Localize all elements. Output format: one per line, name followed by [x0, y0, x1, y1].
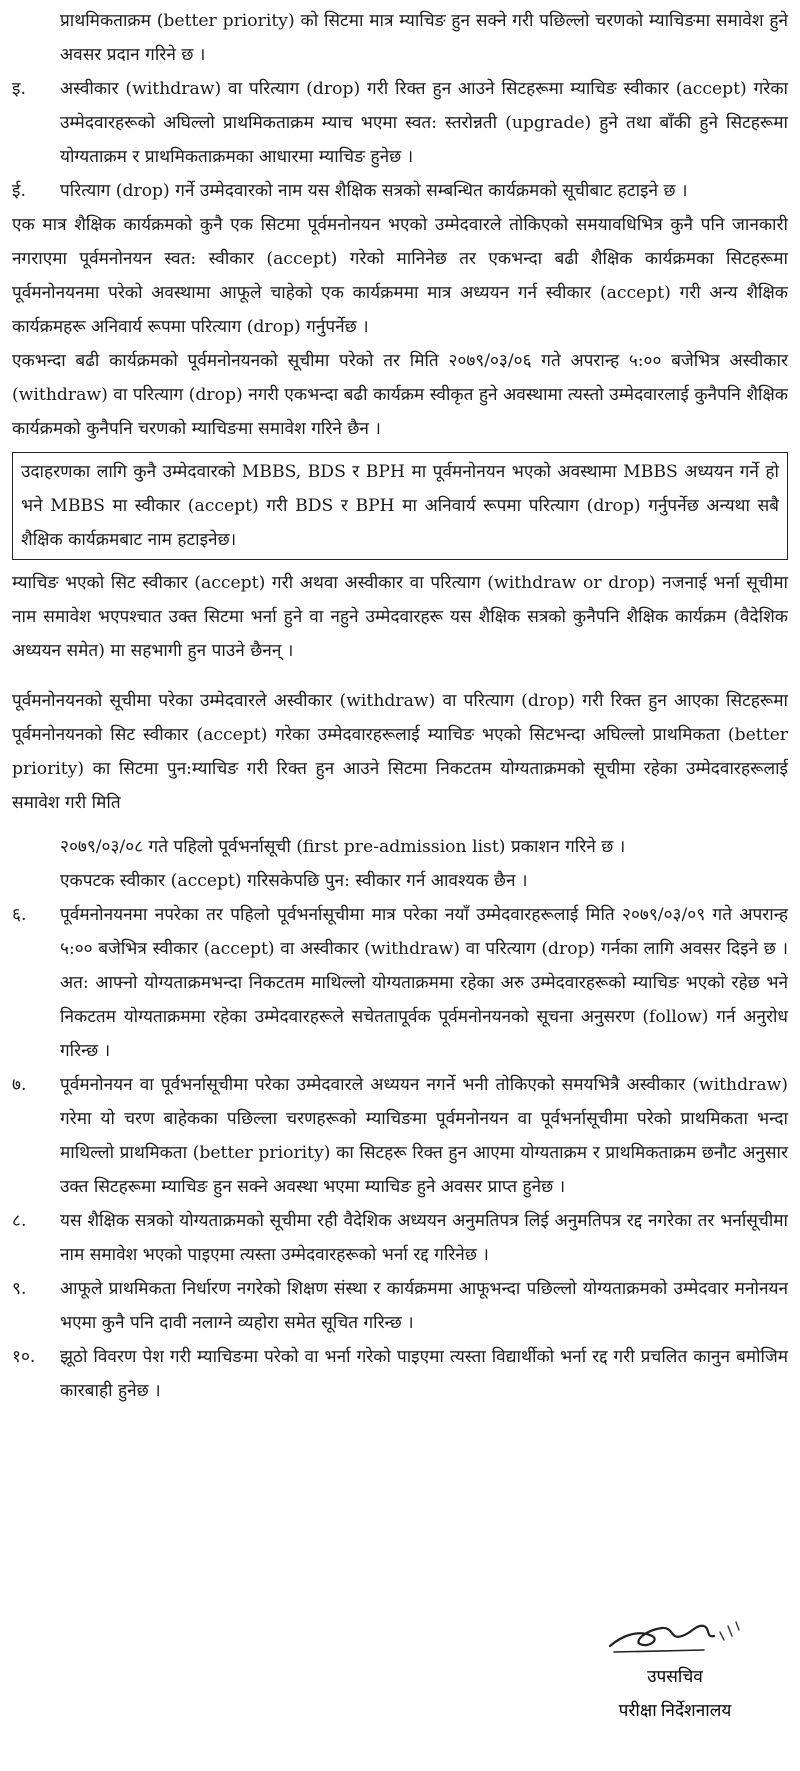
item-marker: ९.	[12, 1279, 27, 1299]
item-marker: १०.	[12, 1347, 36, 1367]
item-marker: ८.	[12, 1211, 27, 1231]
sub-item-i	[12, 72, 788, 174]
item-marker: इ.	[12, 79, 26, 99]
paragraph-rematch: पूर्वमनोनयनको सूचीमा परेका उम्मेदवारले अस्वीकार (withdraw) वा परित्याग (drop) गरी रिक्त हुन आएका सिटहरूमा पूर्वमनोनयनको सिट स्वीकार (accept) गरेका उम्मेदवारहरूलाई म्याचिङ भएको सिटभन्दा अघिल्लो प्राथमिकता (better priority) का सिटमा पुन:म्याचिङ गरी रिक्त हुन आउने सिटमा निकटतम योग्यताक्रमको सूचीमा रहेका उम्मेदवारहरूलाई समावेश गरी मिति	[12, 691, 788, 813]
numbered-item-9	[12, 1272, 788, 1340]
item-marker: ६.	[12, 905, 27, 925]
signature-block	[590, 1612, 760, 1728]
example-box	[12, 452, 788, 560]
item-text: पूर्वमनोनयन वा पूर्वभर्नासूचीमा परेका उम्मेदवारले अध्ययन नगर्ने भनी तोकिएको समयभित्रै अस्वीकार (withdraw) गरेमा यो चरण बाहेकका पछिल्ला चरणहरूको म्याचिङमा पूर्वमनोनयन वा पूर्वभर्नासूचीमा परेको प्राथमिकता भन्दा माथिल्लो प्राथमिकता (better priority) का सिटहरू रिक्त हुन आएमा योग्यताक्रम र प्राथमिकताक्रम छनौट अनुसार उक्त सिटहरूमा म्याचिङ हुन सक्ने अवस्था भएमा म्याचिङ हुने अवसर प्राप्त हुनेछ ।	[60, 1075, 788, 1197]
sub-item-ii	[12, 174, 788, 208]
signatory-title: उपसचिव	[647, 1667, 703, 1686]
signatory-office: परीक्षा निर्देशनालय	[618, 1701, 732, 1720]
signature-scribble-icon	[600, 1612, 750, 1660]
continuation-text: प्राथमिकताक्रम (better priority) को सिटमा मात्र म्याचिङ हुन सक्ने गरी पछिल्लो चरणको म्याचिङमा समावेश हुने अवसर प्रदान गरिने छ ।	[60, 11, 788, 65]
paragraph-single-program: एक मात्र शैक्षिक कार्यक्रमको कुनै एक सिटमा पूर्वमनोनयन भएको उम्मेदवारले तोकिएको समयावधिभित्र कुनै पनि जानकारी नगराएमा पूर्वमनोनयन स्वत: स्वीकार (accept) गरेको मानिनेछ तर एकभन्दा बढी शैक्षिक कार्यक्रमका सिटहरूमा पूर्वमनोनयनमा परेको अवस्थामा आफूले चाहेको एक कार्यक्रममा मात्र अध्ययन गर्न स्वीकार (accept) गरी अन्य शैक्षिक कार्यक्रमहरू अनिवार्य रूपमा परित्याग (drop) गर्नुपर्नेछ ।	[12, 215, 788, 337]
item-text: पूर्वमनोनयनमा नपरेका तर पहिलो पूर्वभर्नासूचीमा मात्र परेका नयाँ उम्मेदवारहरूलाई मिति २०७९/०३/०९ गते अपरान्ह ५:०० बजेभित्र स्वीकार (accept) वा अस्वीकार (withdraw) वा परित्याग (drop) गर्नका लागि अवसर दिइने छ । अत: आफ्नो योग्यताक्रमभन्दा निकटतम माथिल्लो योग्यताक्रममा रहेका अरु उम्मेदवारहरूको म्याचिङ भएको रहेछ भने निकटतम योग्यताक्रममा रहेका उम्मेदवारहरूले सचेततापूर्वक पूर्वमनोनयनको सूचना अनुसरण (follow) गर्न अनुरोध गरिन्छ ।	[60, 905, 788, 1061]
item-marker: ई.	[12, 181, 26, 201]
item-text: यस शैक्षिक सत्रको योग्यताक्रमको सूचीमा रही वैदेशिक अध्ययन अनुमतिपत्र लिई अनुमतिपत्र रद्द नगरेका तर भर्नासूचीमा नाम समावेश भएको पाइएमा त्यस्ता उम्मेदवारहरूको भर्ना रद्द गरिनेछ ।	[60, 1211, 788, 1265]
item-marker: ७.	[12, 1075, 27, 1095]
paragraph-multiple-programs: एकभन्दा बढी कार्यक्रमको पूर्वमनोनयनको सूचीमा परेको तर मिति २०७९/०३/०६ गते अपरान्ह ५:०० बजेभित्र अस्वीकार (withdraw) वा परित्याग (drop) नगरी एकभन्दा बढी कार्यक्रम स्वीकृत हुने अवस्थामा त्यस्तो उम्मेदवारलाई कुनैपनि शैक्षिक कार्यक्रमको कुनैपनि चरणको म्याचिङमा समावेश गरिने छैन ।	[12, 351, 788, 439]
paragraph-first-list: २०७९/०३/०८ गते पहिलो पूर्वभर्नासूची (first pre-admission list) प्रकाशन गरिने छ ।	[60, 837, 626, 857]
item-text: अस्वीकार (withdraw) वा परित्याग (drop) गरी रिक्त हुन आउने सिटहरूमा म्याचिङ स्वीकार (accept) गरेका उम्मेदवारहरूको अघिल्लो प्राथमिकताक्रम म्याच भएमा स्वत: स्तरोन्नती (upgrade) हुने तथा बाँकी हुने सिटहरूमा योग्यताक्रम र प्राथमिकताक्रमका आधारमा म्याचिङ हुनेछ ।	[60, 79, 788, 167]
numbered-item-6	[12, 898, 788, 1068]
item-text: झूठो विवरण पेश गरी म्याचिङमा परेको वा भर्ना गरेको पाइएमा त्यस्ता विद्यार्थीको भर्ना रद्द गरी प्रचलित कानुन बमोजिम कारबाही हुनेछ ।	[60, 1347, 788, 1401]
numbered-item-7	[12, 1068, 788, 1204]
item-text: परित्याग (drop) गर्ने उम्मेदवारको नाम यस शैक्षिक सत्रको सम्बन्धित कार्यक्रमको सूचीबाट हटाइने छ ।	[60, 181, 688, 201]
numbered-item-10	[12, 1340, 788, 1408]
paragraph-once-accepted: एकपटक स्वीकार (accept) गरिसकेपछि पुन: स्वीकार गर्न आवश्यक छैन ।	[60, 871, 528, 891]
example-text: उदाहरणका लागि कुनै उम्मेदवारको MBBS, BDS र BPH मा पूर्वमनोनयन भएको अवस्थामा MBBS अध्ययन गर्ने हो भने MBBS मा स्वीकार (accept) गरी BDS र BPH मा अनिवार्य रूपमा परित्याग (drop) गर्नुपर्नेछ अन्यथा सबै शैक्षिक कार्यक्रमबाट नाम हटाइनेछ।	[21, 462, 779, 550]
item-text: आफूले प्राथमिकता निर्धारण नगरेको शिक्षण संस्था र कार्यक्रममा आफूभन्दा पछिल्लो योग्यताक्रमको उम्मेदवार मनोनयन भएमा कुनै पनि दावी नलाग्ने व्यहोरा समेत सूचित गरिन्छ ।	[60, 1279, 788, 1333]
paragraph-no-action: म्याचिङ भएको सिट स्वीकार (accept) गरी अथवा अस्वीकार वा परित्याग (withdraw or drop) नजनाई भर्ना सूचीमा नाम समावेश भएपश्चात उक्त सिटमा भर्ना हुने वा नहुने उम्मेदवारहरू यस शैक्षिक सत्रको कुनैपनि शैक्षिक कार्यक्रम (वैदेशिक अध्ययन समेत) मा सहभागी हुन पाउने छैनन् ।	[12, 573, 788, 661]
numbered-item-8	[12, 1204, 788, 1272]
